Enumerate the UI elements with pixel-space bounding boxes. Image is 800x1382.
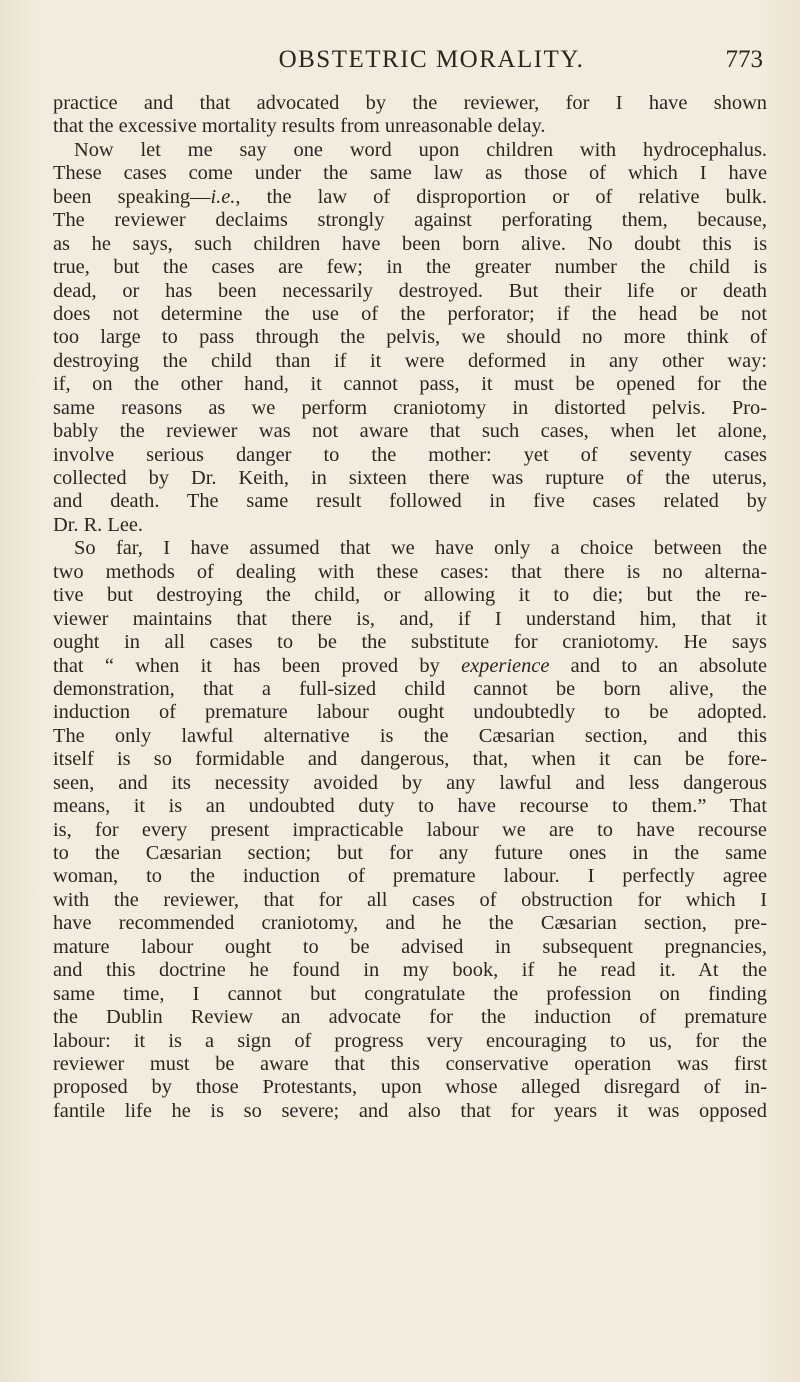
text-segment: collected by Dr. Keith, in sixteen there was rupture of the uterus, [53, 467, 767, 489]
text-segment: induction of premature labour ought undoubtedly to be adopted. [53, 701, 767, 724]
text-line [53, 795, 767, 818]
text-line [53, 186, 767, 209]
text-segment: The only lawful alternative is the Cæsarian section, and this [53, 724, 767, 747]
page-header [100, 46, 763, 86]
text-segment: with the reviewer, that for all cases of obstruction for which I [53, 888, 767, 911]
text-line [53, 1053, 767, 1076]
text-segment: woman, to the induction of premature labour. I perfectly agree [53, 865, 767, 888]
text-segment: have recommended craniotomy, and he the Cæsarian section, pre- [53, 912, 767, 935]
text-line [53, 115, 767, 138]
text-line [53, 959, 767, 982]
text-line [53, 537, 767, 560]
text-line [53, 748, 767, 771]
text-segment: that the excessive mortality results from unreasonable delay. [53, 115, 546, 138]
text-segment: two methods of dealing with these cases: that there is no alterna- [53, 560, 767, 583]
text-segment: viewer maintains that there is, and, if I understand him, that it [53, 607, 767, 630]
text-line [53, 1006, 767, 1029]
text-line [53, 655, 767, 678]
text-segment: tive but destroying the child, or allowing it to die; but the re- [53, 584, 767, 607]
text-segment: the Dublin Review an advocate for the induction of premature [53, 1006, 767, 1029]
text-line [53, 1030, 767, 1053]
text-segment: reviewer must be aware that this conservative operation was first [53, 1052, 767, 1075]
text-line [53, 772, 767, 795]
text-segment: labour: it is a sign of progress very encouraging to us, for the [53, 1029, 767, 1052]
text-line [53, 631, 767, 654]
text-line [53, 326, 767, 349]
running-title: OBSTETRIC MORALITY. [278, 46, 585, 73]
italic-text: experience [461, 654, 550, 677]
text-segment: involve serious danger to the mother: yet of seventy cases [53, 443, 767, 466]
text-line [53, 350, 767, 373]
text-segment: is, for every present impracticable labour we are to have recourse [53, 818, 767, 841]
text-segment: fantile life he is so severe; and also that for years it was opposed [53, 1099, 767, 1122]
text-segment: that “ when it has been proved by [53, 654, 462, 677]
text-segment: means, it is an undoubted duty to have recourse to them.” That [53, 795, 767, 818]
text-segment: practice and that advocated by the reviewer, for I have shown [53, 92, 767, 114]
text-line [53, 983, 767, 1006]
body-text [53, 92, 767, 1123]
text-segment: dead, or has been necessarily destroyed. But their life or death [53, 279, 767, 302]
text-line [53, 467, 767, 490]
text-segment: as he says, such children have been born alive. No doubt this is [53, 232, 767, 255]
text-segment: demonstration, that a full-sized child cannot be born alive, the [53, 677, 767, 700]
text-line [53, 865, 767, 888]
text-segment: proposed by those Protestants, upon whose alleged disregard of in- [53, 1076, 767, 1099]
text-line [53, 303, 767, 326]
text-segment: same time, I cannot but congratulate the profession on finding [53, 982, 767, 1005]
text-segment: too large to pass through the pelvis, we should no more think of [53, 326, 767, 349]
text-line [53, 256, 767, 279]
text-segment: destroying the child than if it were deformed in any other way: [53, 349, 767, 372]
text-line [53, 490, 767, 513]
text-line [53, 584, 767, 607]
text-segment: ought in all cases to be the substitute for craniotomy. He says [53, 631, 767, 654]
text-line [53, 1076, 767, 1099]
text-segment: same reasons as we perform craniotomy in distorted pelvis. Pro- [53, 396, 767, 419]
text-line [53, 420, 767, 443]
text-line [53, 162, 767, 185]
text-segment: does not determine the use of the perforator; if the head be not [53, 302, 767, 325]
text-line [53, 912, 767, 935]
text-line [53, 139, 767, 162]
text-line [53, 608, 767, 631]
text-line [53, 678, 767, 701]
text-segment: So far, I have assumed that we have only a choice between the [74, 537, 767, 560]
text-line [53, 397, 767, 420]
text-line [53, 233, 767, 256]
text-line [53, 280, 767, 303]
text-segment: The reviewer declaims strongly against perforating them, because, [53, 209, 767, 232]
text-line [53, 92, 767, 115]
text-segment: Now let me say one word upon children with hydrocephalus. [74, 138, 767, 161]
text-segment: seen, and its necessity avoided by any lawful and less dangerous [53, 771, 767, 794]
italic-text: i.e. [210, 185, 236, 208]
text-line [53, 1100, 767, 1123]
text-segment: Dr. R. Lee. [53, 513, 144, 536]
text-line [53, 373, 767, 396]
text-segment: , the law of disproportion or of relative bulk. [235, 185, 768, 208]
text-line [53, 889, 767, 912]
page-number: 773 [725, 46, 763, 73]
text-segment: true, but the cases are few; in the greater number the child is [53, 256, 767, 279]
text-line [53, 514, 767, 537]
text-segment: if, on the other hand, it cannot pass, it must be opened for the [53, 373, 767, 396]
text-segment: and death. The same result followed in five cases related by [53, 490, 767, 513]
text-line [53, 819, 767, 842]
text-line [53, 209, 767, 232]
text-segment: to the Cæsarian section; but for any future ones in the same [53, 842, 767, 864]
text-segment: been speaking— [53, 185, 211, 208]
text-line [53, 444, 767, 467]
text-segment: These cases come under the same law as those of which I have [53, 162, 767, 185]
text-segment: bably the reviewer was not aware that such cases, when let alone, [53, 420, 767, 443]
text-line [53, 725, 767, 748]
text-line [53, 936, 767, 959]
text-segment: mature labour ought to be advised in subsequent pregnancies, [53, 935, 767, 958]
text-line [53, 701, 767, 724]
text-segment: and this doctrine he found in my book, if he read it. At the [53, 959, 767, 982]
text-line [53, 842, 767, 865]
text-segment: itself is so formidable and dangerous, that, when it can be fore- [53, 748, 767, 771]
text-segment: and to an absolute [549, 654, 768, 677]
text-line [53, 561, 767, 584]
